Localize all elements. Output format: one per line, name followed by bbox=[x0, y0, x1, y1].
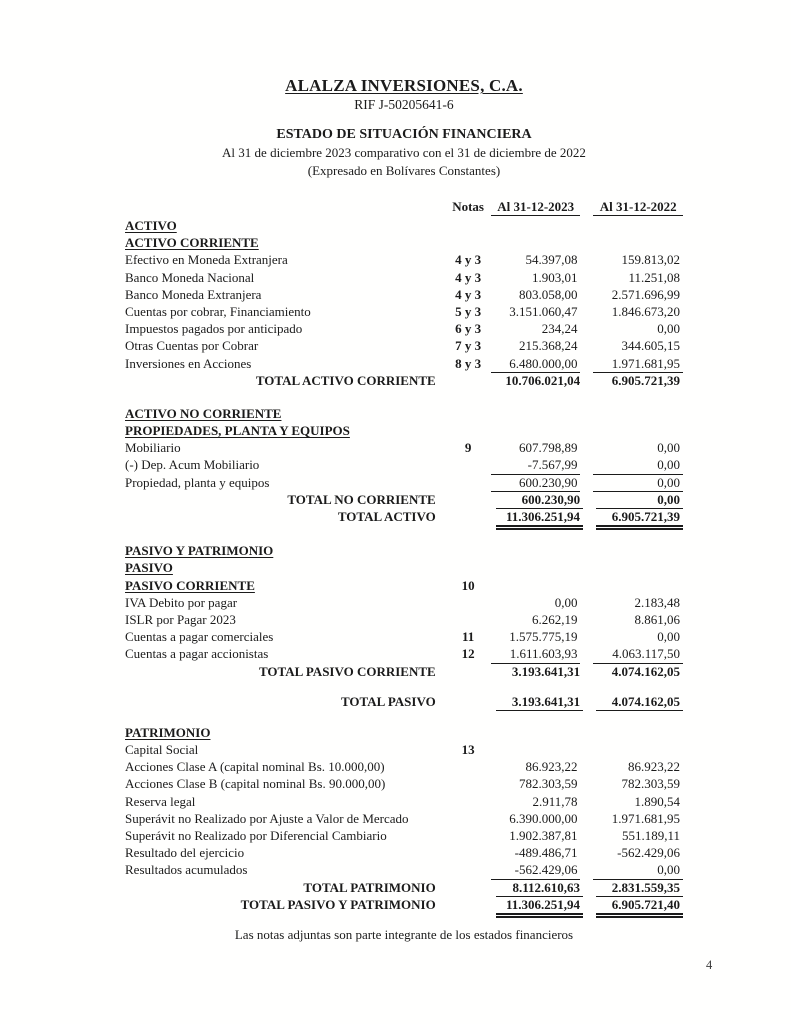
row-label: Cuentas a pagar comerciales bbox=[125, 629, 274, 645]
row-label-cell bbox=[125, 372, 452, 389]
note-reference: 6 y 3 bbox=[455, 321, 482, 337]
total-row bbox=[125, 372, 683, 389]
item-row bbox=[125, 355, 683, 372]
note-reference: 8 y 3 bbox=[455, 355, 482, 371]
value-2022: 4.074.162,05 bbox=[611, 663, 681, 679]
value-2022: 551.189,11 bbox=[621, 828, 680, 843]
row-label: Banco Moneda Nacional bbox=[125, 269, 255, 285]
row-label: PASIVO Y PATRIMONIO bbox=[125, 543, 274, 559]
row-label-cell bbox=[125, 303, 445, 320]
row-label: ACTIVO bbox=[125, 218, 177, 233]
value-2023: 1.575.775,19 bbox=[509, 629, 578, 645]
item-row bbox=[125, 827, 683, 844]
row-label-cell bbox=[125, 320, 445, 337]
row-label-cell bbox=[125, 879, 452, 896]
row-label-cell bbox=[125, 251, 445, 268]
value-2022: 6.905.721,39 bbox=[596, 508, 683, 530]
row-label-cell bbox=[125, 896, 452, 913]
value-2023: 2.911,78 bbox=[532, 793, 578, 809]
value-2023: 6.480.000,00 bbox=[491, 355, 581, 373]
value-2022: 1.846.673,20 bbox=[611, 303, 680, 319]
row-label: (-) Dep. Acum Mobiliario bbox=[125, 457, 260, 473]
value-2023: 600.230,90 bbox=[496, 491, 583, 509]
total-row bbox=[125, 663, 683, 680]
row-label: ISLR por Pagar 2023 bbox=[125, 611, 236, 627]
value-2023: 8.112.610,63 bbox=[496, 879, 583, 897]
column-header-row bbox=[125, 198, 683, 217]
item-row bbox=[125, 793, 683, 810]
total-row bbox=[125, 693, 683, 710]
value-2022: 0,00 bbox=[593, 861, 683, 879]
row-label-cell bbox=[125, 542, 445, 559]
total-row bbox=[125, 896, 683, 913]
total-row bbox=[125, 879, 683, 896]
section-row bbox=[125, 724, 683, 741]
row-label-cell bbox=[125, 456, 445, 473]
section-row bbox=[125, 559, 683, 576]
row-label-cell bbox=[125, 741, 445, 758]
item-row bbox=[125, 439, 683, 456]
row-label: Efectivo en Moneda Extranjera bbox=[125, 252, 288, 268]
value-2023: -562.429,06 bbox=[491, 861, 581, 879]
row-label: Capital Social bbox=[125, 742, 199, 758]
row-label: Acciones Clase B (capital nominal Bs. 90.000,00) bbox=[125, 776, 386, 792]
item-row bbox=[125, 611, 683, 628]
row-label-cell bbox=[125, 861, 445, 878]
company-rif: RIF J-50205641-6 bbox=[354, 97, 454, 112]
note-reference: 9 bbox=[464, 440, 472, 456]
value-2022: 0,00 bbox=[596, 491, 683, 509]
row-label: TOTAL PASIVO CORRIENTE bbox=[258, 663, 436, 679]
row-label: Cuentas a pagar accionistas bbox=[125, 646, 269, 662]
value-2022: -562.429,06 bbox=[617, 845, 680, 861]
balance-sheet-table bbox=[125, 198, 683, 913]
value-2023: 1.611.603,93 bbox=[491, 645, 581, 663]
row-label-cell bbox=[125, 611, 445, 628]
row-label: Resultados acumulados bbox=[125, 862, 248, 878]
value-2022: 2.571.696,99 bbox=[611, 286, 680, 302]
item-row bbox=[125, 594, 683, 611]
item-row bbox=[125, 286, 683, 303]
row-label: TOTAL ACTIVO bbox=[337, 509, 436, 524]
row-label-cell bbox=[125, 827, 445, 844]
item-row bbox=[125, 861, 683, 878]
row-label: TOTAL PASIVO Y PATRIMONIO bbox=[240, 896, 436, 912]
row-label-cell bbox=[125, 217, 445, 234]
value-2023: 0,00 bbox=[554, 594, 578, 610]
value-2023: 607.798,89 bbox=[518, 440, 578, 456]
row-label-cell bbox=[125, 491, 452, 508]
item-row bbox=[125, 337, 683, 354]
row-label: Cuentas por cobrar, Financiamiento bbox=[125, 303, 311, 319]
value-2022: 6.905.721,39 bbox=[611, 372, 681, 388]
value-2023: 11.306.251,94 bbox=[496, 896, 583, 918]
value-2023: 803.058,00 bbox=[518, 286, 578, 302]
section-row bbox=[125, 422, 683, 439]
note-reference: 4 y 3 bbox=[455, 269, 482, 285]
value-2023: 3.151.060,47 bbox=[509, 303, 578, 319]
value-2023: 86.923,22 bbox=[525, 759, 578, 775]
statement-subtitle: Al 31 de diciembre 2023 comparativo con el 31 de diciembre de 2022 bbox=[222, 145, 586, 160]
statement-title: ESTADO DE SITUACIÓN FINANCIERA bbox=[276, 127, 532, 142]
row-label-cell bbox=[125, 663, 452, 680]
row-label: Acciones Clase A (capital nominal Bs. 10.000,00) bbox=[125, 759, 385, 775]
value-2023: 3.193.641,31 bbox=[511, 663, 581, 679]
value-2023: 3.193.641,31 bbox=[496, 693, 583, 711]
value-2022: 0,00 bbox=[593, 456, 683, 474]
row-label: Otras Cuentas por Cobrar bbox=[125, 338, 259, 354]
notes-column-header: Notas bbox=[452, 199, 484, 214]
row-label-cell bbox=[125, 269, 445, 286]
value-2022: 1.971.681,95 bbox=[593, 355, 683, 373]
value-2023: 6.390.000,00 bbox=[509, 810, 578, 826]
value-2023: 1.903,01 bbox=[531, 269, 578, 285]
row-label: TOTAL NO CORRIENTE bbox=[287, 491, 436, 507]
row-label: Banco Moneda Extranjera bbox=[125, 286, 262, 302]
row-label-cell bbox=[125, 693, 452, 710]
value-2023: 234,24 bbox=[541, 321, 578, 337]
item-row bbox=[125, 251, 683, 268]
item-row bbox=[125, 758, 683, 775]
note-reference: 12 bbox=[461, 646, 475, 662]
item-row bbox=[125, 645, 683, 662]
item-row bbox=[125, 320, 683, 337]
row-label-cell bbox=[125, 337, 445, 354]
item-row bbox=[125, 474, 683, 491]
row-label-cell bbox=[125, 508, 452, 525]
value-2022: 11.251,08 bbox=[628, 269, 680, 285]
item-row bbox=[125, 775, 683, 792]
row-label: PROPIEDADES, PLANTA Y EQUIPOS bbox=[125, 423, 350, 439]
value-2022: 0,00 bbox=[593, 474, 683, 492]
note-reference: 5 y 3 bbox=[455, 303, 482, 319]
value-2022: 0,00 bbox=[657, 629, 680, 645]
row-label-cell bbox=[125, 724, 445, 741]
section-row bbox=[125, 234, 683, 251]
statement-content bbox=[125, 76, 683, 943]
item-row bbox=[125, 844, 683, 861]
value-2022: 782.303,59 bbox=[621, 776, 680, 792]
row-label-cell bbox=[125, 474, 445, 491]
row-label-cell bbox=[125, 844, 445, 861]
row-label-cell bbox=[125, 645, 445, 662]
row-label-cell bbox=[125, 286, 445, 303]
row-label: Mobiliario bbox=[125, 440, 181, 456]
note-reference: 10 bbox=[461, 577, 475, 593]
row-label-cell bbox=[125, 628, 445, 645]
row-label: ACTIVO NO CORRIENTE bbox=[125, 405, 282, 421]
section-row bbox=[125, 542, 683, 559]
value-2023: 54.397,08 bbox=[525, 252, 578, 268]
value-2022: 344.605,15 bbox=[621, 338, 680, 354]
row-label-cell bbox=[125, 234, 445, 251]
row-label: PASIVO bbox=[125, 560, 173, 576]
note-reference: 13 bbox=[461, 742, 475, 758]
item-row bbox=[125, 269, 683, 286]
row-spacer bbox=[125, 389, 683, 405]
row-label-cell bbox=[125, 559, 445, 576]
row-label: PATRIMONIO bbox=[125, 724, 211, 740]
row-label-cell bbox=[125, 758, 445, 775]
value-2023: -489.486,71 bbox=[514, 845, 578, 861]
item-row bbox=[125, 628, 683, 645]
row-label-cell bbox=[125, 439, 445, 456]
row-label: Resultado del ejercicio bbox=[125, 845, 245, 861]
row-label: Propiedad, planta y equipos bbox=[125, 474, 270, 490]
section-row bbox=[125, 577, 683, 594]
value-2022: 1.890,54 bbox=[634, 793, 680, 809]
value-2023: 10.706.021,04 bbox=[505, 372, 581, 388]
value-2023: 11.306.251,94 bbox=[496, 508, 583, 530]
value-2022: 6.905.721,40 bbox=[596, 896, 683, 918]
value-2022: 1.971.681,95 bbox=[611, 810, 680, 826]
row-label-cell bbox=[125, 594, 445, 611]
note-reference: 11 bbox=[461, 629, 475, 645]
note-reference: 4 y 3 bbox=[455, 252, 482, 268]
row-label: Superávit no Realizado por Ajuste a Valor de Mercado bbox=[125, 810, 409, 826]
value-2023: 6.262,19 bbox=[531, 611, 578, 627]
statement-header bbox=[125, 76, 683, 180]
total-row bbox=[125, 491, 683, 508]
row-label-cell bbox=[125, 775, 445, 792]
value-2022: 0,00 bbox=[657, 440, 680, 456]
value-2023: -7.567,99 bbox=[491, 456, 581, 474]
col-2023-header: Al 31-12-2023 bbox=[491, 198, 581, 216]
row-spacer bbox=[125, 710, 683, 724]
value-2022: 2.831.559,35 bbox=[596, 879, 683, 897]
row-label-cell bbox=[125, 355, 445, 372]
item-row bbox=[125, 456, 683, 473]
row-label-cell bbox=[125, 405, 445, 422]
section-row bbox=[125, 405, 683, 422]
row-label-cell bbox=[125, 810, 445, 827]
note-reference: 7 y 3 bbox=[455, 338, 482, 354]
row-label-cell bbox=[125, 422, 445, 439]
value-2022: 8.861,06 bbox=[634, 611, 680, 627]
value-2023: 1.902.387,81 bbox=[509, 828, 578, 843]
value-2022: 4.074.162,05 bbox=[596, 693, 683, 711]
row-label: IVA Debito por pagar bbox=[125, 594, 238, 610]
row-label: PASIVO CORRIENTE bbox=[125, 577, 255, 593]
currency-note: (Expresado en Bolívares Constantes) bbox=[307, 163, 501, 178]
value-2023: 600.230,90 bbox=[491, 474, 581, 492]
note-reference: 4 y 3 bbox=[455, 286, 482, 302]
table-rows bbox=[125, 217, 683, 913]
value-2022: 2.183,48 bbox=[634, 594, 680, 610]
value-2022: 86.923,22 bbox=[628, 759, 680, 775]
company-name: ALALZA INVERSIONES, C.A. bbox=[285, 76, 523, 95]
value-2023: 782.303,59 bbox=[518, 776, 578, 792]
value-2022: 0,00 bbox=[657, 321, 680, 337]
section-row bbox=[125, 217, 683, 234]
item-row bbox=[125, 741, 683, 758]
row-label: Inversiones en Acciones bbox=[125, 355, 252, 371]
col-2022-header: Al 31-12-2022 bbox=[593, 198, 683, 216]
row-label: TOTAL PATRIMONIO bbox=[303, 879, 436, 895]
item-row bbox=[125, 303, 683, 320]
row-label-cell bbox=[125, 793, 445, 810]
row-label: TOTAL ACTIVO CORRIENTE bbox=[255, 372, 436, 388]
page-number: 4 bbox=[706, 958, 713, 972]
row-label: Reserva legal bbox=[125, 793, 196, 809]
row-label: Impuestos pagados por anticipado bbox=[125, 321, 303, 337]
footnote: Las notas adjuntas son parte integrante de los estados financieros bbox=[234, 926, 574, 942]
value-2022: 159.813,02 bbox=[621, 252, 680, 268]
item-row bbox=[125, 810, 683, 827]
row-label: TOTAL PASIVO bbox=[340, 693, 436, 709]
row-label: Superávit no Realizado por Diferencial Cambiario bbox=[125, 828, 387, 843]
row-label-cell bbox=[125, 577, 445, 594]
total-row bbox=[125, 508, 683, 525]
row-label: ACTIVO CORRIENTE bbox=[125, 235, 259, 251]
value-2022: 4.063.117,50 bbox=[593, 645, 683, 663]
value-2023: 215.368,24 bbox=[518, 338, 578, 354]
row-spacer bbox=[125, 680, 683, 693]
